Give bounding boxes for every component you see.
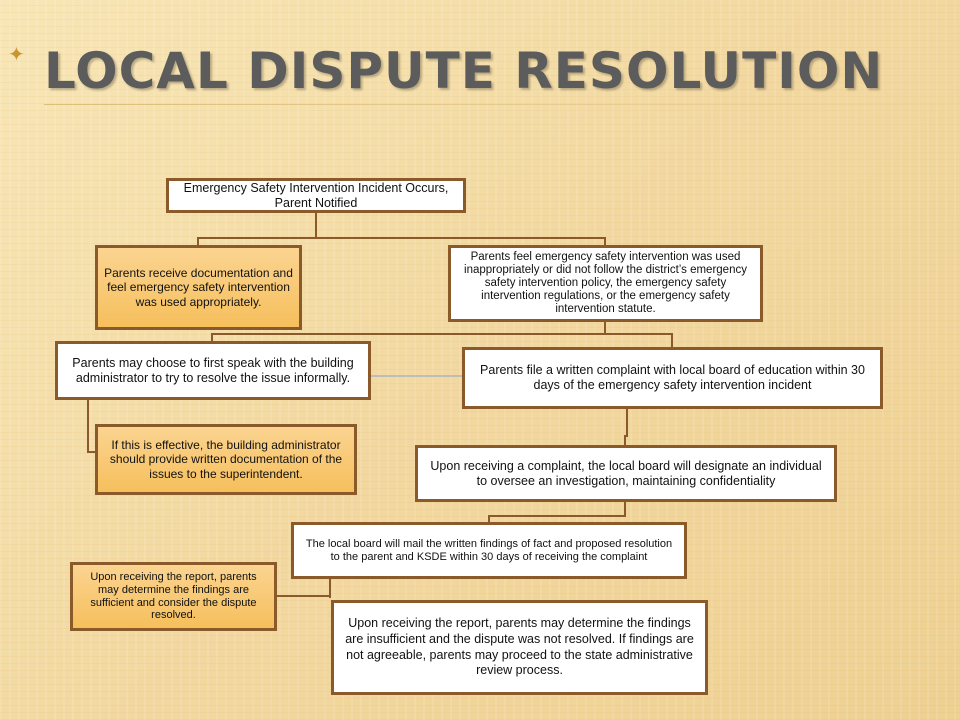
connector-complaint [625,408,627,446]
written-complaint-box: Parents file a written complaint with local board of education within 30 days of the emergency safety intervention incident [462,347,883,409]
connector-incident [198,212,605,247]
speak-admin-box: Parents may choose to first speak with the building administrator to try to resolve the issue informally. [55,341,371,400]
connector-findings [276,578,330,598]
inappropriate-box: Parents feel emergency safety intervention was used inappropriately or did not follow the district’s emergency safety intervention policy, the emergency safety intervention regulations, or the emergency safety intervention statute. [448,245,763,322]
title-bullet-icon: ✦ [8,42,25,66]
connector-investigation [489,501,625,523]
slide-title: LOCAL DISPUTE RESOLUTION [44,42,884,100]
not-resolved-box: Upon receiving the report, parents may determine the findings are insufficient and the dispute was not resolved. If findings are not agreeable, parents may proceed to the state administrative review process. [331,600,708,695]
appropriate-box: Parents receive documentation and feel emergency safety intervention was used appropriately. [95,245,302,330]
effective-box: If this is effective, the building administrator should provide written documentation of the issues to the superintendent. [95,424,357,495]
findings-box: The local board will mail the written findings of fact and proposed resolution to the parent and KSDE within 30 days of receiving the complaint [291,522,687,579]
investigation-box: Upon receiving a complaint, the local board will designate an individual to oversee an investigation, maintaining confidentiality [415,445,837,502]
incident-box: Emergency Safety Intervention Incident Occurs, Parent Notified [166,178,466,213]
resolved-box: Upon receiving the report, parents may determine the findings are sufficient and consider the dispute resolved. [70,562,277,631]
